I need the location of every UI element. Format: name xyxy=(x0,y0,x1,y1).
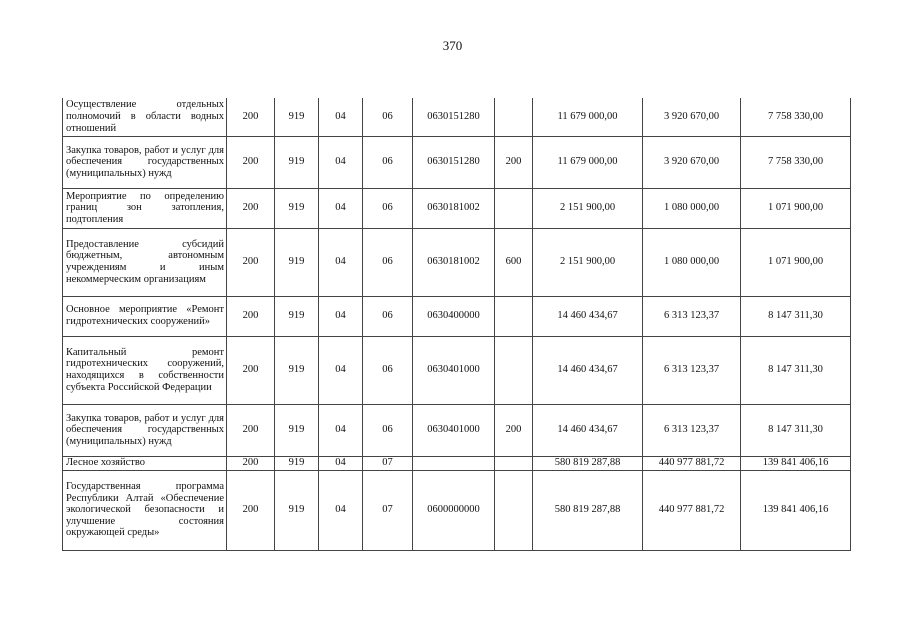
code-ved-cell: 200 xyxy=(227,470,275,550)
row-name-cell: Капитальный ремонт гидротехнических сооружений, находящихся в собственности субъекта Российской Федерации xyxy=(63,336,227,404)
sum-total-cell: 11 679 000,00 xyxy=(533,136,643,188)
row-name-cell: Основное мероприятие «Ремонт гидротехнических сооружений» xyxy=(63,296,227,336)
sum-federal-cell: 1 080 000,00 xyxy=(643,188,741,228)
code-grbs-cell: 919 xyxy=(275,98,319,136)
code-subsection-cell: 06 xyxy=(363,188,413,228)
code-subsection-cell: 06 xyxy=(363,296,413,336)
sum-federal-cell: 6 313 123,37 xyxy=(643,404,741,456)
sum-total-cell: 14 460 434,67 xyxy=(533,296,643,336)
table-row xyxy=(63,470,851,550)
code-expense-cell xyxy=(495,336,533,404)
sum-regional-cell: 8 147 311,30 xyxy=(741,404,851,456)
code-target-cell: 0630401000 xyxy=(413,404,495,456)
code-ved-cell: 200 xyxy=(227,228,275,296)
code-subsection-cell: 06 xyxy=(363,98,413,136)
sum-regional-cell: 1 071 900,00 xyxy=(741,188,851,228)
sum-regional-cell: 7 758 330,00 xyxy=(741,136,851,188)
table-row xyxy=(63,336,851,404)
table-row xyxy=(63,228,851,296)
code-target-cell: 0630151280 xyxy=(413,98,495,136)
table-row xyxy=(63,136,851,188)
code-section-cell: 04 xyxy=(319,98,363,136)
sum-total-cell: 2 151 900,00 xyxy=(533,228,643,296)
code-expense-cell xyxy=(495,470,533,550)
sum-total-cell: 2 151 900,00 xyxy=(533,188,643,228)
code-ved-cell: 200 xyxy=(227,404,275,456)
code-section-cell: 04 xyxy=(319,456,363,470)
code-subsection-cell: 06 xyxy=(363,336,413,404)
row-name-cell: Мероприятие по определению границ зон затопления, подтопления xyxy=(63,188,227,228)
code-expense-cell xyxy=(495,296,533,336)
code-target-cell: 0600000000 xyxy=(413,470,495,550)
sum-regional-cell: 139 841 406,16 xyxy=(741,456,851,470)
sum-regional-cell: 1 071 900,00 xyxy=(741,228,851,296)
table-row xyxy=(63,98,851,136)
code-expense-cell xyxy=(495,456,533,470)
code-ved-cell: 200 xyxy=(227,296,275,336)
sum-federal-cell: 440 977 881,72 xyxy=(643,470,741,550)
code-grbs-cell: 919 xyxy=(275,296,319,336)
sum-regional-cell: 7 758 330,00 xyxy=(741,98,851,136)
code-target-cell: 0630151280 xyxy=(413,136,495,188)
code-section-cell: 04 xyxy=(319,136,363,188)
code-section-cell: 04 xyxy=(319,336,363,404)
sum-federal-cell: 6 313 123,37 xyxy=(643,296,741,336)
sum-total-cell: 14 460 434,67 xyxy=(533,404,643,456)
row-name-cell: Закупка товаров, работ и услуг для обеспечения государственных (муниципальных) нужд xyxy=(63,404,227,456)
sum-total-cell: 11 679 000,00 xyxy=(533,98,643,136)
table-row xyxy=(63,188,851,228)
sum-total-cell: 580 819 287,88 xyxy=(533,470,643,550)
code-target-cell xyxy=(413,456,495,470)
code-grbs-cell: 919 xyxy=(275,188,319,228)
code-section-cell: 04 xyxy=(319,470,363,550)
code-section-cell: 04 xyxy=(319,404,363,456)
table-row xyxy=(63,456,851,470)
code-ved-cell: 200 xyxy=(227,456,275,470)
page-number: 370 xyxy=(442,38,463,53)
code-target-cell: 0630400000 xyxy=(413,296,495,336)
code-subsection-cell: 07 xyxy=(363,470,413,550)
sum-federal-cell: 6 313 123,37 xyxy=(643,336,741,404)
code-ved-cell: 200 xyxy=(227,336,275,404)
code-ved-cell: 200 xyxy=(227,136,275,188)
sum-federal-cell: 3 920 670,00 xyxy=(643,136,741,188)
code-subsection-cell: 06 xyxy=(363,136,413,188)
code-grbs-cell: 919 xyxy=(275,228,319,296)
sum-regional-cell: 8 147 311,30 xyxy=(741,336,851,404)
row-name-cell: Лесное хозяйство xyxy=(63,456,227,470)
row-name-cell: Закупка товаров, работ и услуг для обеспечения государственных (муниципальных) нужд xyxy=(63,136,227,188)
row-name-cell: Государственная программа Республики Алтай «Обеспечение экологической безопасности и улучшение состояния окружающей среды» xyxy=(63,470,227,550)
code-section-cell: 04 xyxy=(319,296,363,336)
code-grbs-cell: 919 xyxy=(275,136,319,188)
code-grbs-cell: 919 xyxy=(275,456,319,470)
code-expense-cell: 200 xyxy=(495,136,533,188)
sum-federal-cell: 440 977 881,72 xyxy=(643,456,741,470)
code-section-cell: 04 xyxy=(319,228,363,296)
code-expense-cell: 200 xyxy=(495,404,533,456)
code-ved-cell: 200 xyxy=(227,188,275,228)
code-subsection-cell: 06 xyxy=(363,228,413,296)
code-target-cell: 0630181002 xyxy=(413,188,495,228)
code-subsection-cell: 07 xyxy=(363,456,413,470)
code-section-cell: 04 xyxy=(319,188,363,228)
code-grbs-cell: 919 xyxy=(275,336,319,404)
sum-federal-cell: 1 080 000,00 xyxy=(643,228,741,296)
table-row xyxy=(63,296,851,336)
row-name-cell: Осуществление отдельных полномочий в области водных отношений xyxy=(63,98,227,136)
code-expense-cell xyxy=(495,98,533,136)
sum-federal-cell: 3 920 670,00 xyxy=(643,98,741,136)
code-ved-cell: 200 xyxy=(227,98,275,136)
table-row xyxy=(63,404,851,456)
code-target-cell: 0630401000 xyxy=(413,336,495,404)
code-expense-cell: 600 xyxy=(495,228,533,296)
sum-regional-cell: 8 147 311,30 xyxy=(741,296,851,336)
code-expense-cell xyxy=(495,188,533,228)
sum-total-cell: 14 460 434,67 xyxy=(533,336,643,404)
code-target-cell: 0630181002 xyxy=(413,228,495,296)
code-grbs-cell: 919 xyxy=(275,470,319,550)
row-name-cell: Предоставление субсидий бюджетным, автономным учреждениям и иным некоммерческим организациям xyxy=(63,228,227,296)
code-subsection-cell: 06 xyxy=(363,404,413,456)
sum-regional-cell: 139 841 406,16 xyxy=(741,470,851,550)
code-grbs-cell: 919 xyxy=(275,404,319,456)
budget-table xyxy=(62,98,851,551)
sum-total-cell: 580 819 287,88 xyxy=(533,456,643,470)
